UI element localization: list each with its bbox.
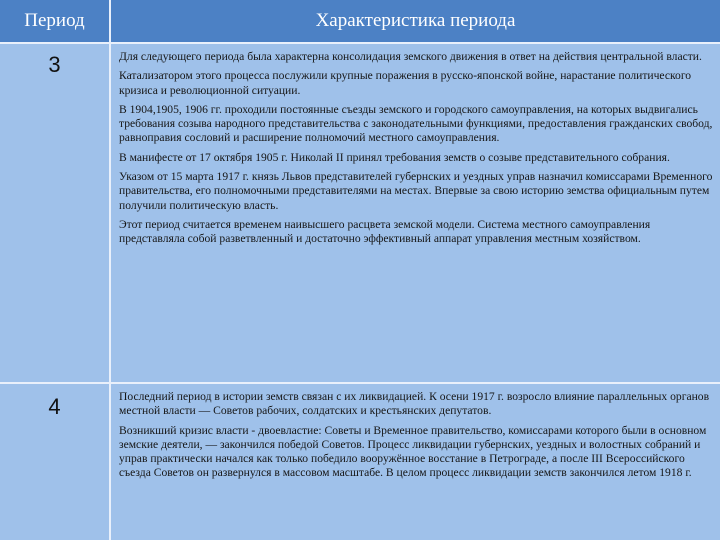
row-divider-middle <box>0 382 720 384</box>
row-3-paragraph: Катализатором этого процесса послужили крупные поражения в русско-японской войне, нарастание политического кризиса и революционной ситуации. <box>119 69 692 97</box>
row-4-paragraph: Возникший кризис власти - двоевластие: Советы и Временное правительство, комиссарами которого были в основном земские деятели, — закончился победой Советов. Процесс ликвидации губернских, уездных и волостных собраний и управ практически начался как только победило вооружённое восстание в Петрограде, а после III Всероссийского съезда Советов он развернулся в массовом масштабе. В целом процесс ликвидации земств закончился летом 1918 г. <box>119 423 707 480</box>
row-4-number: 4 <box>48 394 61 419</box>
column-divider <box>109 0 111 540</box>
row-4-description <box>119 390 713 486</box>
row-3-description <box>119 50 713 252</box>
row-3-number: 3 <box>48 52 61 77</box>
header-characteristic: Характеристика периода <box>315 10 516 31</box>
row-3-paragraph: В манифесте от 17 октября 1905 г. Николай II принял требования земств о созыве представительного собрания. <box>119 150 670 164</box>
row-3-paragraph: Указом от 15 марта 1917 г. князь Львов представителей губернских и уездных управ назначил комиссарами Временного правительства, его полномочными представителями на местах. Впервые за свою историю земства официальным путем получили политическую власть. <box>119 170 713 212</box>
row-3-paragraph: Для следующего периода была характерна консолидация земского движения в ответ на действия центральной власти. <box>119 50 702 63</box>
header-period: Период <box>24 10 85 31</box>
row-3-paragraph: Этот период считается временем наивысшего расцвета земской модели. Система местного самоуправления представляла собой разветвленный и достаточно эффективный аппарат управления местным хозяйством. <box>119 217 651 246</box>
row-divider-top <box>0 42 720 44</box>
row-4-paragraph: Последний период в истории земств связан с их ликвидацией. К осени 1917 г. возросло влияние параллельных органов местной власти — Советов рабочих, солдатских и крестьянских депутатов. <box>119 390 710 418</box>
row-3-paragraph: В 1904,1905, 1906 гг. проходили постоянные съезды земского и городского самоуправления, на которых выдвигались требования созыва народного представительства с законодательными функциями, предоставления гражданских свобод, равноправия сословий и расширение полномочий местного самоуправления. <box>119 102 713 145</box>
table-header <box>0 0 720 42</box>
